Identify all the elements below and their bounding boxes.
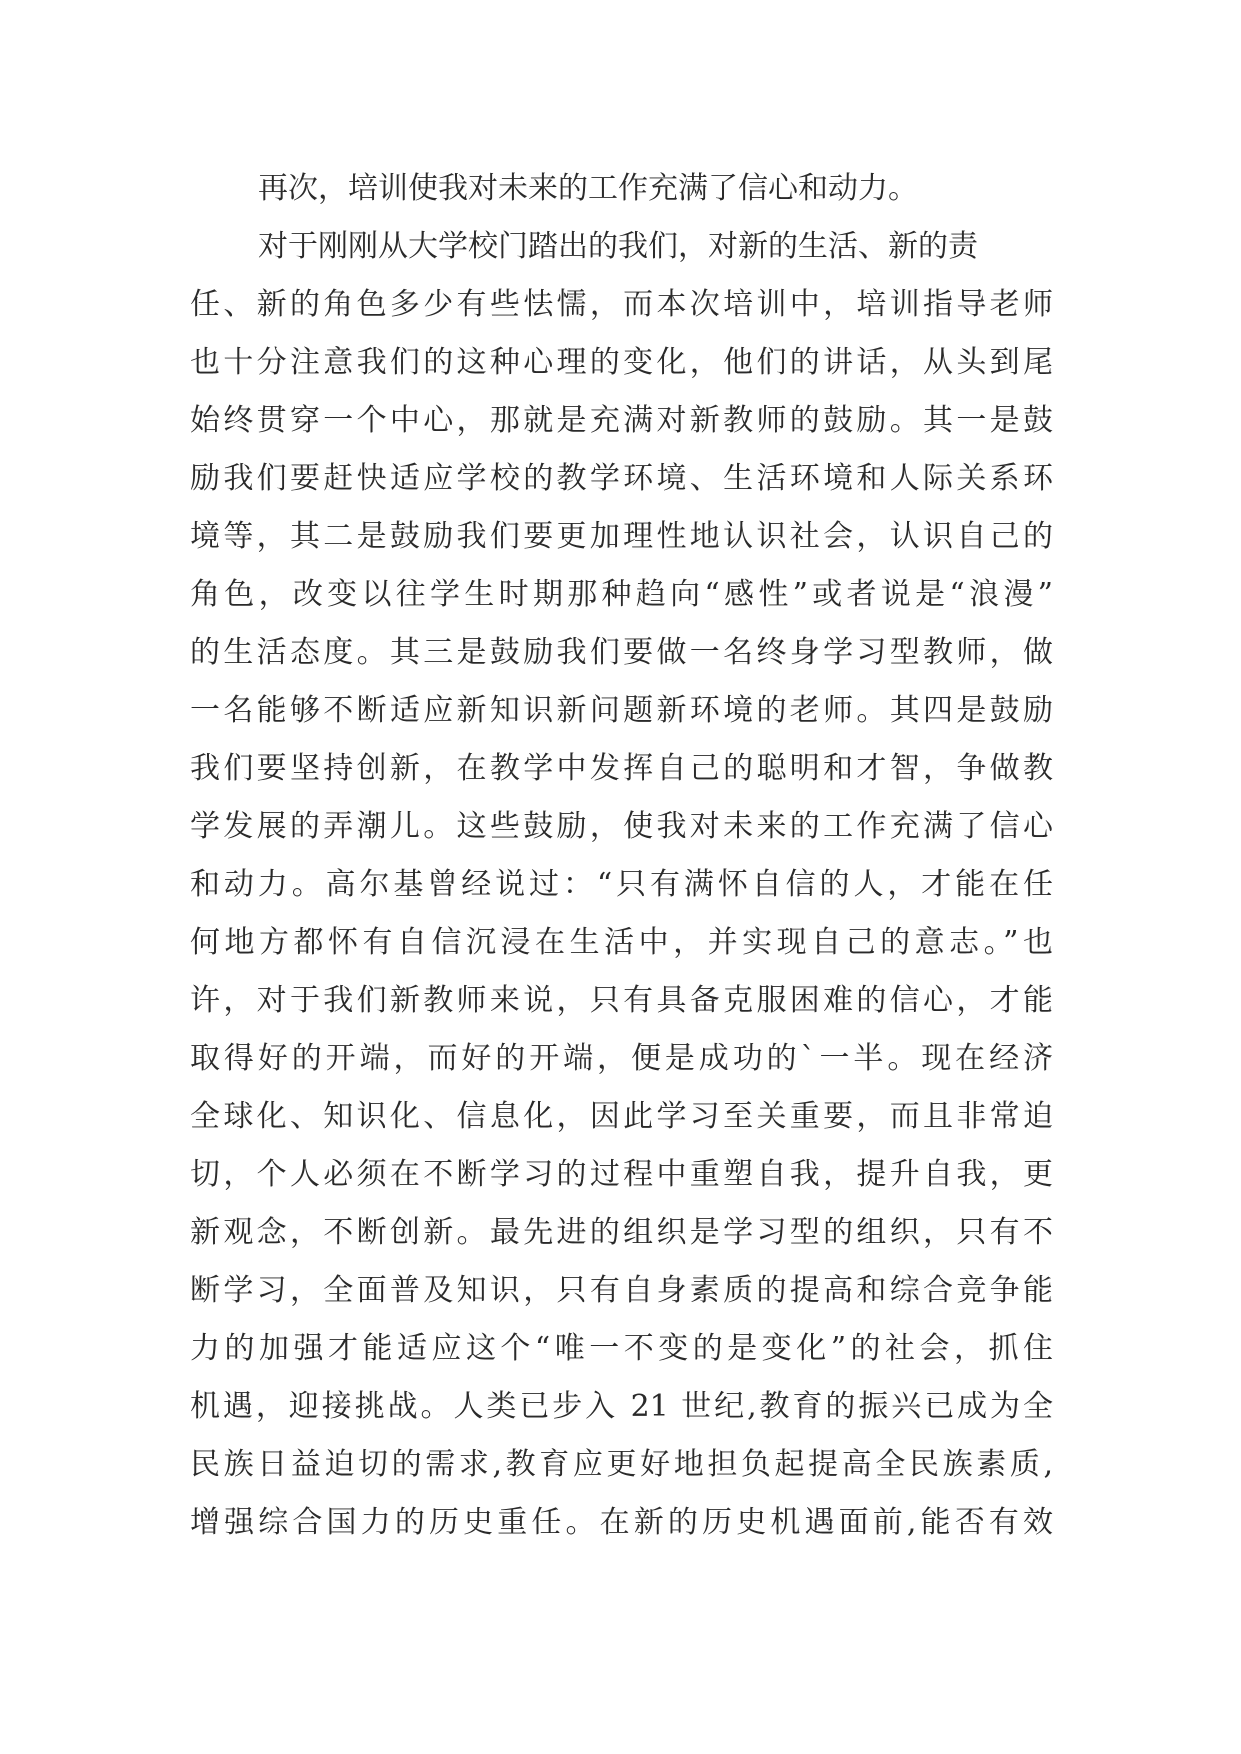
paragraph-2-line-15: 取得好的开端，而好的开端，便是成功的`一半。现在经济 [190,1041,1053,1076]
paragraph-2-line-1: 对于刚刚从大学校门踏出的我们，对新的生活、新的责 [258,229,978,264]
paragraph-2-line-14: 许，对于我们新教师来说，只有具备克服困难的信心，才能 [190,983,1053,1018]
paragraph-2-line-11: 学发展的弄潮儿。这些鼓励，使我对未来的工作充满了信心 [190,809,1053,844]
paragraph-2-line-16: 全球化、知识化、信息化，因此学习至关重要，而且非常迫 [190,1099,1053,1134]
paragraph-2-line-4: 始终贯穿一个中心，那就是充满对新教师的鼓励。其一是鼓 [190,403,1053,438]
paragraph-2-line-23: 增强综合国力的历史重任。在新的历史机遇面前,能否有效 [190,1505,1053,1540]
paragraph-1-line-1: 再次，培训使我对未来的工作充满了信心和动力。 [258,171,918,206]
paragraph-2-line-19: 断学习，全面普及知识，只有自身素质的提高和综合竞争能 [190,1273,1053,1308]
paragraph-2-line-12: 和动力。高尔基曾经说过：“只有满怀自信的人，才能在任 [190,867,1053,902]
paragraph-2-line-7: 角色，改变以往学生时期那种趋向“感性”或者说是“浪漫” [190,577,1053,612]
paragraph-2-line-6: 境等，其二是鼓励我们要更加理性地认识社会，认识自己的 [190,519,1053,554]
paragraph-2-line-10: 我们要坚持创新，在教学中发挥自己的聪明和才智，争做教 [190,751,1053,786]
paragraph-2-line-18: 新观念，不断创新。最先进的组织是学习型的组织，只有不 [190,1215,1053,1250]
paragraph-2-line-22: 民族日益迫切的需求,教育应更好地担负起提高全民族素质, [190,1447,1053,1482]
paragraph-2-line-21: 机遇，迎接挑战。人类已步入 21 世纪,教育的振兴已成为全 [190,1389,1053,1424]
body-text [190,160,1053,1552]
paragraph-2-line-20: 力的加强才能适应这个“唯一不变的是变化”的社会，抓住 [190,1331,1053,1366]
paragraph-2-line-13: 何地方都怀有自信沉浸在生活中，并实现自己的意志。”也 [190,925,1053,960]
paragraph-2-line-2: 任、新的角色多少有些怯懦，而本次培训中，培训指导老师 [190,287,1053,322]
paragraph-2-line-3: 也十分注意我们的这种心理的变化，他们的讲话，从头到尾 [190,345,1053,380]
paragraph-2-line-17: 切，个人必须在不断学习的过程中重塑自我，提升自我，更 [190,1157,1053,1192]
paragraph-2-line-9: 一名能够不断适应新知识新问题新环境的老师。其四是鼓励 [190,693,1053,728]
paragraph-2-line-5: 励我们要赶快适应学校的教学环境、生活环境和人际关系环 [190,461,1053,496]
paragraph-2-line-8: 的生活态度。其三是鼓励我们要做一名终身学习型教师，做 [190,635,1053,670]
